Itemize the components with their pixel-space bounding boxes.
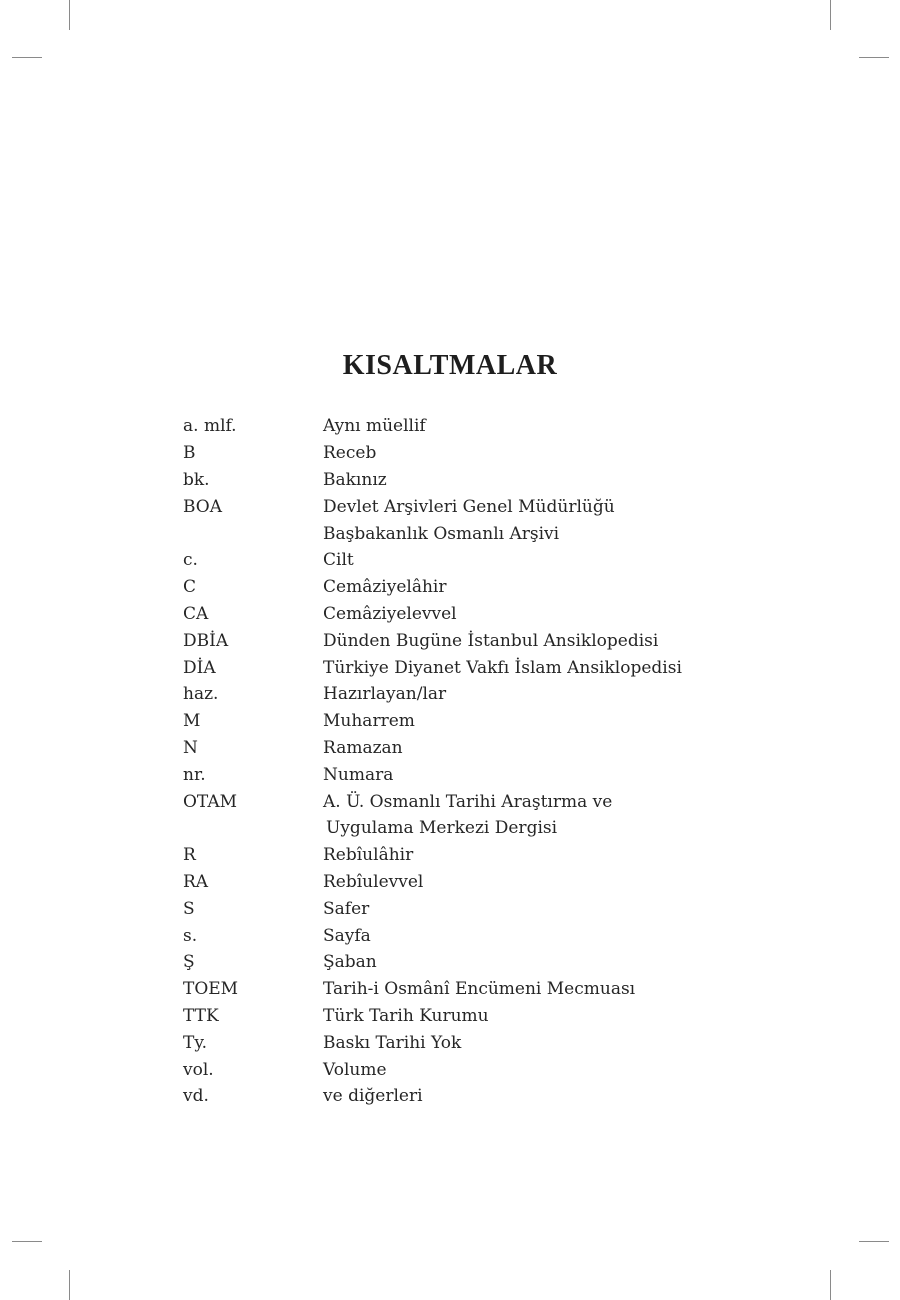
page-title: KISALTMALAR — [342, 350, 558, 381]
crop-mark-top-right-horizontal — [859, 57, 889, 58]
abbreviation-term: nr. — [183, 764, 206, 785]
abbreviation-term: TTK — [183, 1005, 219, 1026]
abbreviation-row — [183, 440, 723, 467]
abbreviation-meaning: Uygulama Merkezi Dergisi — [326, 818, 558, 839]
abbreviation-row — [183, 601, 723, 628]
abbreviation-term: CA — [183, 603, 209, 624]
abbreviation-term: BOA — [183, 496, 223, 517]
abbreviation-row — [183, 413, 723, 440]
crop-mark-top-right-vertical — [830, 0, 831, 30]
abbreviation-row — [183, 1003, 723, 1030]
abbreviation-term: S — [183, 898, 195, 919]
abbreviation-term: TOEM — [183, 979, 239, 1000]
abbreviation-meaning: Dünden Bugüne İstanbul Ansiklopedisi — [323, 630, 659, 651]
abbreviation-meaning: Şaban — [323, 952, 377, 973]
abbreviation-term: DBİA — [183, 630, 229, 651]
abbreviation-meaning: Türkiye Diyanet Vakfı İslam Ansiklopedisi — [323, 657, 682, 678]
abbreviation-term: Ş — [183, 952, 195, 973]
abbreviation-meaning: Numara — [323, 764, 394, 785]
abbreviation-term: OTAM — [183, 791, 238, 812]
abbreviation-meaning: Rebîulâhir — [323, 845, 414, 866]
crop-mark-bottom-right-vertical — [830, 1270, 831, 1300]
abbreviation-meaning: Rebîulevvel — [323, 871, 424, 892]
abbreviation-meaning: Türk Tarih Kurumu — [323, 1005, 489, 1026]
abbreviation-row — [183, 681, 723, 708]
abbreviation-row — [183, 895, 723, 922]
abbreviation-meaning: Safer — [323, 898, 370, 919]
abbreviation-meaning: Cilt — [323, 550, 354, 571]
abbreviation-term: c. — [183, 550, 198, 571]
abbreviation-row — [183, 493, 723, 520]
abbreviation-row — [183, 842, 723, 869]
abbreviation-row — [183, 869, 723, 896]
abbreviation-meaning: Bakınız — [323, 469, 387, 490]
abbreviation-row — [183, 735, 723, 762]
abbreviation-row — [183, 467, 723, 494]
crop-mark-top-left-vertical — [69, 0, 70, 30]
abbreviation-row — [183, 976, 723, 1003]
abbreviation-meaning: ve diğerleri — [323, 1086, 423, 1107]
abbreviation-term: M — [183, 711, 201, 732]
abbreviation-row — [183, 761, 723, 788]
abbreviation-meaning: A. Ü. Osmanlı Tarihi Araştırma ve — [323, 791, 613, 812]
abbreviation-row — [183, 1083, 723, 1110]
abbreviation-row — [183, 627, 723, 654]
abbreviation-term: a. mlf. — [183, 416, 237, 437]
abbreviation-term: C — [183, 577, 197, 598]
abbreviation-term: bk. — [183, 469, 210, 490]
abbreviation-row — [183, 922, 723, 949]
abbreviation-meaning: Volume — [323, 1059, 387, 1080]
crop-mark-bottom-left-vertical — [69, 1270, 70, 1300]
abbreviation-term — [183, 520, 323, 547]
abbreviation-row — [183, 654, 723, 681]
abbreviation-meaning: Ramazan — [323, 737, 403, 758]
crop-mark-bottom-left-horizontal — [12, 1241, 42, 1242]
abbreviation-term: DİA — [183, 657, 216, 678]
abbreviations-table — [183, 413, 723, 1110]
abbreviation-row — [183, 788, 723, 815]
abbreviation-term: haz. — [183, 684, 219, 705]
abbreviation-meaning: Cemâziyelevvel — [323, 603, 457, 624]
abbreviation-meaning: Cemâziyelâhir — [323, 577, 447, 598]
abbreviation-term: vol. — [183, 1059, 214, 1080]
abbreviation-meaning: Sayfa — [323, 925, 371, 946]
abbreviation-meaning: Başbakanlık Osmanlı Arşivi — [323, 523, 560, 544]
abbreviation-meaning: Receb — [323, 443, 377, 464]
crop-mark-bottom-right-horizontal — [859, 1241, 889, 1242]
abbreviation-term: s. — [183, 925, 198, 946]
abbreviation-row — [183, 708, 723, 735]
abbreviation-meaning: Muharrem — [323, 711, 415, 732]
abbreviation-term — [183, 815, 323, 842]
abbreviation-meaning: Hazırlayan/lar — [323, 684, 447, 705]
abbreviation-meaning: Aynı müellif — [323, 416, 426, 437]
abbreviation-meaning: Baskı Tarihi Yok — [323, 1032, 462, 1053]
abbreviation-row — [183, 815, 723, 842]
abbreviation-row — [183, 520, 723, 547]
crop-mark-top-left-horizontal — [12, 57, 42, 58]
abbreviation-term: B — [183, 443, 196, 464]
abbreviation-term: RA — [183, 871, 209, 892]
abbreviation-meaning: Devlet Arşivleri Genel Müdürlüğü — [323, 496, 615, 517]
abbreviation-term: vd. — [183, 1086, 209, 1107]
abbreviation-term: N — [183, 737, 198, 758]
abbreviation-row — [183, 1029, 723, 1056]
abbreviation-row — [183, 1056, 723, 1083]
abbreviation-row — [183, 574, 723, 601]
abbreviation-meaning: Tarih-i Osmânî Encümeni Mecmuası — [323, 979, 636, 1000]
abbreviation-term: Ty. — [183, 1032, 208, 1053]
abbreviation-term: R — [183, 845, 196, 866]
abbreviation-row — [183, 949, 723, 976]
abbreviations-list — [183, 413, 723, 1110]
abbreviation-row — [183, 547, 723, 574]
